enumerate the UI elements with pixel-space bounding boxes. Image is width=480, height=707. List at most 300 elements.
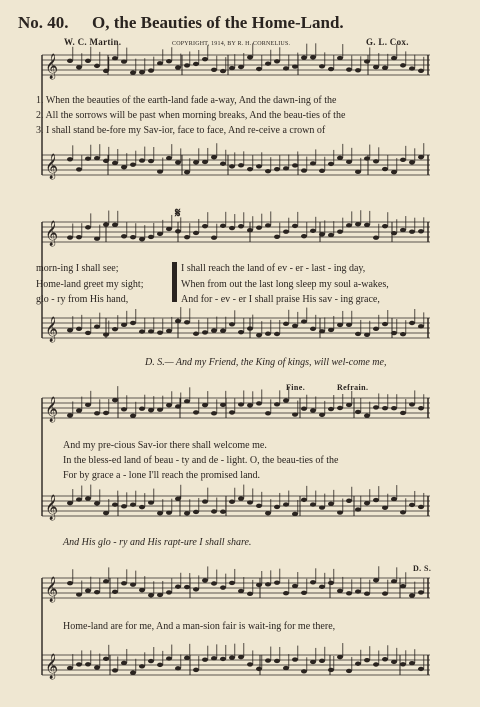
note-head [184, 320, 190, 324]
note-head [166, 59, 172, 63]
note-head [400, 158, 406, 162]
note-head [319, 413, 325, 417]
note-head [373, 662, 379, 666]
note-head [247, 228, 253, 232]
note-head [130, 582, 136, 586]
note-head [355, 662, 361, 666]
note-head [283, 322, 289, 326]
note-head [67, 235, 73, 239]
note-head [76, 167, 82, 171]
refrain-line-3: For by grace a - lone I'll reach the promised land. [63, 470, 261, 481]
note-head [319, 329, 325, 333]
note-head [94, 156, 100, 160]
note-head [157, 663, 163, 667]
note-head [274, 505, 280, 509]
note-head [364, 591, 370, 595]
note-head [373, 65, 379, 69]
note-head [94, 665, 100, 669]
note-head [337, 323, 343, 327]
note-head [67, 581, 73, 585]
note-head [346, 323, 352, 327]
clef: 𝄞 [45, 397, 59, 422]
note-head [373, 498, 379, 502]
note-head [148, 329, 154, 333]
copyright-notice: COPYRIGHT, 1914, BY R. H. CORNELIUS. [172, 41, 291, 47]
note-head [337, 510, 343, 514]
note-head [139, 237, 145, 241]
note-head [346, 403, 352, 407]
note-head [301, 669, 307, 673]
note-head [211, 411, 217, 415]
note-head [238, 163, 244, 167]
note-head [265, 658, 271, 662]
note-head [310, 327, 316, 331]
note-head [265, 169, 271, 173]
note-head [247, 326, 253, 330]
note-head [409, 321, 415, 325]
note-head [229, 655, 235, 659]
note-head [67, 666, 73, 670]
note-head [328, 407, 334, 411]
note-head [382, 506, 388, 510]
note-head [220, 509, 226, 513]
note-head [130, 70, 136, 74]
note-head [337, 229, 343, 233]
note-head [112, 668, 118, 672]
note-head [130, 162, 136, 166]
note-head [337, 406, 343, 410]
note-head [85, 59, 91, 63]
note-head [247, 167, 253, 171]
note-head [418, 505, 424, 509]
note-head [355, 507, 361, 511]
note-head [121, 165, 127, 169]
note-head [175, 666, 181, 670]
note-head [283, 66, 289, 70]
note-head [256, 504, 262, 508]
note-head [121, 504, 127, 508]
note-head [364, 156, 370, 160]
note-head [193, 587, 199, 591]
note-head [364, 413, 370, 417]
note-head [229, 500, 235, 504]
note-head [238, 589, 244, 593]
note-head [67, 501, 73, 505]
note-head [211, 581, 217, 585]
verse-end-line-2: Home-land greet my sight; [36, 279, 144, 290]
note-head [220, 162, 226, 166]
clef: 𝄞 [45, 495, 59, 520]
note-head [364, 501, 370, 505]
note-head [283, 666, 289, 670]
chorus-line-1: I shall reach the land of ev - er - last - ing day, [181, 263, 366, 274]
note-head [382, 224, 388, 228]
note-head [418, 324, 424, 328]
note-head [256, 225, 262, 229]
note-head [346, 67, 352, 71]
note-head [409, 661, 415, 665]
note-head [382, 406, 388, 410]
note-head [292, 64, 298, 68]
note-head [229, 322, 235, 326]
note-head [94, 590, 100, 594]
note-head [337, 655, 343, 659]
note-head [220, 224, 226, 228]
note-head [85, 225, 91, 229]
note-head [265, 411, 271, 415]
note-head [292, 584, 298, 588]
note-head [400, 510, 406, 514]
note-head [355, 170, 361, 174]
note-head [292, 324, 298, 328]
note-head [85, 496, 91, 500]
note-head [319, 64, 325, 68]
note-head [382, 591, 388, 595]
note-head [193, 668, 199, 672]
note-head [112, 327, 118, 331]
note-head [193, 410, 199, 414]
note-head [112, 398, 118, 402]
note-head [355, 332, 361, 336]
note-head [76, 235, 82, 239]
note-head [364, 59, 370, 63]
refrain-line-1: And my pre-cious Sav-ior there shall welcome me. [63, 440, 267, 451]
note-head [247, 662, 253, 666]
note-head [274, 167, 280, 171]
note-head [175, 404, 181, 408]
note-head [211, 328, 217, 332]
note-head [337, 56, 343, 60]
note-head [364, 333, 370, 337]
note-head [166, 403, 172, 407]
note-head [139, 406, 145, 410]
note-head [157, 511, 163, 515]
note-head [193, 231, 199, 235]
note-head [85, 662, 91, 666]
note-head [256, 67, 262, 71]
note-head [157, 407, 163, 411]
note-head [238, 224, 244, 228]
clef: 𝄞 [45, 577, 59, 602]
note-head [121, 661, 127, 665]
note-head [418, 69, 424, 73]
note-head [238, 496, 244, 500]
note-head [76, 408, 82, 412]
note-head [310, 660, 316, 664]
note-head [400, 228, 406, 232]
note-head [238, 65, 244, 69]
note-head [103, 411, 109, 415]
note-head [301, 319, 307, 323]
note-head [382, 657, 388, 661]
note-head [148, 500, 154, 504]
note-head [220, 69, 226, 73]
note-head [184, 399, 190, 403]
note-head [409, 503, 415, 507]
note-head [301, 591, 307, 595]
note-head [265, 62, 271, 66]
note-head [382, 322, 388, 326]
verse-line-1: 1. When the beauties of the earth-land fade a-way, And the dawn-ing of the [36, 95, 337, 106]
note-head [256, 333, 262, 337]
note-head [274, 659, 280, 663]
verse-end-line-3: glo - ry from His hand, [36, 294, 129, 305]
note-head [139, 505, 145, 509]
refrain-marking: Refrain. [337, 383, 369, 392]
note-head [211, 656, 217, 660]
note-head [103, 579, 109, 583]
refrain-line-2: In the bless-ed land of beau - ty and de - light. O, the beau-ties of the [63, 455, 339, 466]
hymn-number: No. 40. [18, 13, 69, 32]
note-head [184, 170, 190, 174]
note-head [346, 669, 352, 673]
note-head [175, 160, 181, 164]
note-head [76, 592, 82, 596]
note-head [301, 234, 307, 238]
note-head [193, 62, 199, 66]
note-head [400, 662, 406, 666]
final-lyric-line: Home-land are for me, And a man-sion fair is wait-ing for me there, [63, 621, 336, 632]
note-head [211, 155, 217, 159]
note-head [328, 328, 334, 332]
note-head [76, 327, 82, 331]
note-head [193, 510, 199, 514]
note-head [328, 67, 334, 71]
note-head [166, 329, 172, 333]
note-head [301, 498, 307, 502]
note-head [319, 232, 325, 236]
note-head [211, 68, 217, 72]
note-head [418, 406, 424, 410]
note-head [94, 236, 100, 240]
note-head [364, 658, 370, 662]
note-head [373, 236, 379, 240]
note-head [202, 578, 208, 582]
note-head [292, 224, 298, 228]
note-head [364, 223, 370, 227]
note-head [301, 407, 307, 411]
note-head [337, 589, 343, 593]
note-head [76, 662, 82, 666]
note-head [373, 578, 379, 582]
note-head [247, 55, 253, 59]
note-head [391, 170, 397, 174]
segno-sign: 𝄋 [175, 205, 181, 220]
clef: 𝄞 [45, 54, 59, 79]
note-head [148, 235, 154, 239]
note-head [211, 236, 217, 240]
note-head [283, 398, 289, 402]
note-head [292, 657, 298, 661]
note-head [229, 226, 235, 230]
composer-credit: G. L. Cox. [366, 37, 409, 47]
verse-line-2: 2. All the sorrows will be past when morning breaks, And the beau-ties of the [36, 110, 346, 121]
note-head [238, 402, 244, 406]
clef: 𝄞 [45, 654, 59, 679]
note-head [319, 169, 325, 173]
note-head [346, 223, 352, 227]
note-head [256, 667, 262, 671]
note-head [139, 329, 145, 333]
note-head [274, 59, 280, 63]
note-head [355, 68, 361, 72]
note-head [184, 656, 190, 660]
note-head [211, 509, 217, 513]
note-head [148, 659, 154, 663]
section-divider [172, 262, 177, 302]
note-head [238, 330, 244, 334]
chorus-line-3: And for - ev - er I shall praise His sav - ing grace, [181, 294, 380, 305]
note-head [103, 159, 109, 163]
note-head [175, 585, 181, 589]
note-head [319, 659, 325, 663]
note-head [256, 164, 262, 168]
note-head [247, 592, 253, 596]
note-head [265, 332, 271, 336]
note-head [94, 64, 100, 68]
note-head [409, 593, 415, 597]
note-head [391, 660, 397, 664]
note-head [112, 161, 118, 165]
note-head [202, 403, 208, 407]
note-head [400, 411, 406, 415]
note-head [157, 593, 163, 597]
note-head [274, 332, 280, 336]
note-head [202, 499, 208, 503]
note-head [274, 402, 280, 406]
note-head [283, 591, 289, 595]
note-head [130, 321, 136, 325]
note-head [130, 414, 136, 418]
note-head [112, 590, 118, 594]
note-head [157, 330, 163, 334]
note-head [274, 580, 280, 584]
note-head [148, 159, 154, 163]
note-head [328, 233, 334, 237]
note-head [247, 403, 253, 407]
note-head [355, 410, 361, 414]
note-head [328, 581, 334, 585]
note-head [283, 502, 289, 506]
note-head [319, 505, 325, 509]
note-head [382, 167, 388, 171]
note-head [355, 222, 361, 226]
note-head [184, 63, 190, 67]
note-head [76, 65, 82, 69]
note-head [391, 331, 397, 335]
hymn-title: O, the Beauties of the Home-Land. [92, 13, 344, 32]
note-head [328, 162, 334, 166]
note-head [391, 406, 397, 410]
note-head [166, 656, 172, 660]
clef: 𝄞 [45, 221, 59, 246]
note-head [328, 502, 334, 506]
note-head [265, 582, 271, 586]
note-head [274, 235, 280, 239]
note-head [202, 57, 208, 61]
note-head [130, 671, 136, 675]
note-head [229, 66, 235, 70]
note-head [256, 401, 262, 405]
note-head [373, 159, 379, 163]
ds-marking: D. S. [413, 564, 432, 573]
note-head [418, 590, 424, 594]
note-head [265, 223, 271, 227]
note-head [310, 408, 316, 412]
note-head [283, 166, 289, 170]
note-head [175, 65, 181, 69]
note-head [184, 235, 190, 239]
note-head [94, 411, 100, 415]
note-head [202, 224, 208, 228]
note-head [148, 408, 154, 412]
note-head [85, 403, 91, 407]
note-head [229, 581, 235, 585]
note-head [292, 412, 298, 416]
note-head [220, 403, 226, 407]
author-credit: W. C. Martin. [64, 37, 122, 47]
note-head [157, 61, 163, 65]
note-head [175, 319, 181, 323]
note-head [157, 232, 163, 236]
note-head [103, 222, 109, 226]
note-head [319, 585, 325, 589]
note-head [346, 591, 352, 595]
note-head [67, 59, 73, 63]
note-head [265, 511, 271, 515]
note-head [67, 413, 73, 417]
note-head [139, 588, 145, 592]
note-head [202, 330, 208, 334]
note-head [193, 332, 199, 336]
note-head [157, 169, 163, 173]
note-head [139, 664, 145, 668]
note-head [202, 160, 208, 164]
note-head [283, 229, 289, 233]
note-head [355, 589, 361, 593]
note-head [121, 407, 127, 411]
note-head [121, 581, 127, 585]
note-head [220, 329, 226, 333]
note-head [130, 235, 136, 239]
note-head [103, 657, 109, 661]
note-head [112, 502, 118, 506]
note-head [103, 69, 109, 73]
note-head [310, 55, 316, 59]
note-head [139, 158, 145, 162]
ds-lyric-line: D. S.— And my Friend, the King of kings, will wel-come me, [145, 357, 387, 368]
note-head [292, 512, 298, 516]
note-head [85, 589, 91, 593]
note-head [409, 66, 415, 70]
note-head [220, 585, 226, 589]
note-head [85, 331, 91, 335]
clef: 𝄞 [45, 154, 59, 179]
note-head [103, 332, 109, 336]
verse-line-3: 3. I shall stand be-fore my Sav-ior, face to face, And re-ceive a crown of [36, 125, 326, 136]
note-head [346, 160, 352, 164]
note-head [184, 511, 190, 515]
note-head [409, 402, 415, 406]
italic-lyric-line: And His glo - ry and His rapt-ure I shall share. [63, 537, 252, 548]
note-head [373, 405, 379, 409]
note-head [139, 70, 145, 74]
note-head [400, 332, 406, 336]
note-head [121, 234, 127, 238]
note-head [391, 579, 397, 583]
note-head [391, 497, 397, 501]
note-head [121, 59, 127, 63]
